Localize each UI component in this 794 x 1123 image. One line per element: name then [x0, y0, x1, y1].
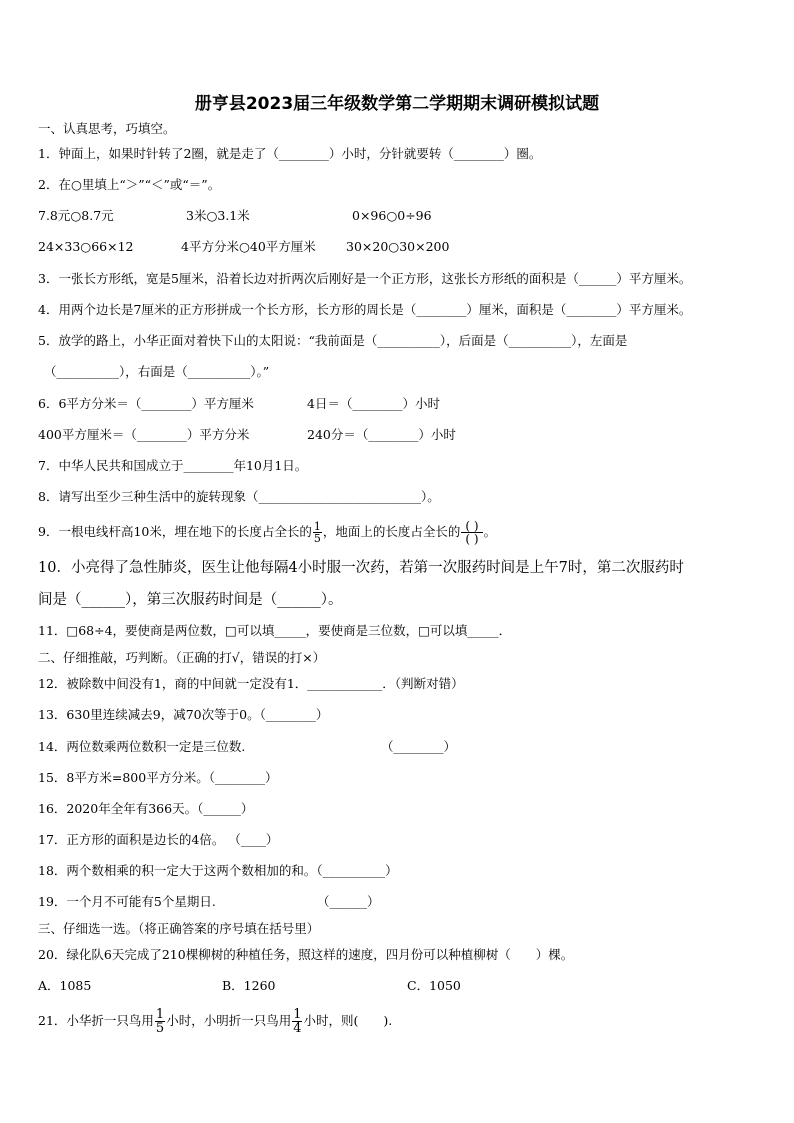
- question-5-line-1: 5．放学的路上，小华正面对着快下山的太阳说：“我前面是（__________），后面是（__________），左面是: [38, 333, 628, 348]
- compare-item: 30×20○30×200: [346, 239, 450, 254]
- question-20: 20．绿化队6天完成了210棵柳树的种植任务，照这样的速度，四月份可以种植柳树（ ）棵。: [38, 947, 574, 962]
- question-21-text: 21．小华折一只鸟用: [38, 1013, 154, 1028]
- question-1: 1．钟面上，如果时针转了2圈，就是走了（________）小时，分针就要转（________）圈。: [38, 146, 542, 161]
- section-heading-judge: 二、仔细推敲，巧判断。（正确的打√，错误的打×）: [38, 650, 326, 665]
- question-16: 16．2020年全年有366天。（______）: [38, 801, 254, 816]
- question-4: 4．用两个边长是7厘米的正方形拼成一个长方形，长方形的周长是（________）厘米，面积是（________）平方厘米。: [38, 302, 692, 317]
- fraction-numerator: 1: [155, 1007, 165, 1022]
- question-21: [38, 1004, 392, 1038]
- fraction-numerator: 1: [313, 520, 321, 533]
- question-6-item: 400平方厘米＝（________）平方分米: [38, 427, 250, 442]
- question-9-text: ，地面上的长度占全长的: [322, 524, 461, 539]
- question-19: 19．一个月不可能有5个星期日.: [38, 894, 216, 909]
- question-9: [38, 518, 496, 546]
- question-2: 2．在○里填上“＞”“＜”或“＝”。: [38, 177, 221, 192]
- blank-denominator: ( ): [465, 532, 479, 546]
- question-6-item: 6．6平方分米＝（________）平方厘米: [38, 396, 254, 411]
- question-6-item: 4日＝（________）小时: [307, 396, 440, 411]
- question-18: 18．两个数相乘的积一定大于这两个数相加的和。（__________）: [38, 863, 398, 878]
- question-21-text: 小时，小明折一只鸟用: [166, 1013, 292, 1028]
- question-14: 14．两位数乘两位数积一定是三位数.: [38, 739, 246, 754]
- fraction-denominator: 4: [293, 1021, 302, 1036]
- question-6-item: 240分＝（________）小时: [307, 427, 456, 442]
- compare-item: 24×33○66×12: [38, 239, 134, 254]
- question-10-line-1: 10．小亮得了急性肺炎，医生让他每隔4小时服一次药，若第一次服药时间是上午7时，第二次服药时: [38, 560, 684, 576]
- question-9-end: 。: [483, 524, 497, 539]
- fraction-one-fifth: [313, 521, 322, 544]
- fraction-denominator: 5: [155, 1021, 165, 1036]
- question-7: 7．中华人民共和国成立于________年10月1日。: [38, 458, 308, 473]
- compare-item: 0×96○0÷96: [352, 208, 432, 223]
- question-21-end: 小时，则( ).: [303, 1013, 393, 1028]
- question-8: 8．请写出至少三种生活中的旋转现象（__________________________）。: [38, 489, 440, 504]
- question-17: 17．正方形的面积是边长的4倍。 （____）: [38, 832, 279, 847]
- question-3: 3．一张长方形纸，宽是5厘米，沿着长边对折两次后刚好是一个正方形，这张长方形纸的面积是（______）平方厘米。: [38, 271, 692, 286]
- question-13: 13．630里连续减去9，减70次等于0。（________）: [38, 707, 329, 722]
- fraction-one-quarter: [292, 1008, 302, 1035]
- option-a: A．1085: [38, 978, 92, 993]
- section-heading-choice: 三、仔细选一选。（将正确答案的序号填在括号里）: [38, 921, 320, 936]
- page-title: 册亨县2023届三年级数学第二学期期末调研模拟试题: [194, 94, 600, 114]
- question-9-text: 9．一根电线杆高10米，埋在地下的长度占全长的: [38, 524, 312, 539]
- fraction-one-fifth: [155, 1008, 165, 1035]
- question-10-line-2: 间是（______），第三次服药时间是（______）。: [38, 592, 343, 608]
- question-19-blank: （______）: [317, 894, 380, 909]
- question-5-line-2: （__________），右面是（__________）。”: [44, 364, 270, 379]
- fraction-numerator: 1: [293, 1007, 302, 1022]
- option-b: B．1260: [222, 978, 276, 993]
- fraction-denominator: 5: [313, 532, 321, 545]
- blank-numerator: ( ): [461, 520, 482, 533]
- question-14-blank: （________）: [381, 739, 457, 754]
- section-heading-fill-blank: 一、认真思考，巧填空。: [38, 121, 176, 136]
- option-c: C．1050: [407, 978, 461, 993]
- compare-item: 3米○3.1米: [186, 208, 250, 223]
- question-12: 12．被除数中间没有1，商的中间就一定没有1．____________．（判断对错）: [38, 676, 464, 691]
- question-11: 11．□68÷4，要使商是两位数，□可以填_____，要使商是三位数，□可以填_____．: [38, 623, 512, 638]
- question-15: 15．8平方米=800平方分米。（________）: [38, 770, 278, 785]
- compare-item: 4平方分米○40平方厘米: [181, 239, 316, 254]
- compare-item: 7.8元○8.7元: [38, 208, 114, 223]
- answer-fraction-blank: [461, 520, 482, 545]
